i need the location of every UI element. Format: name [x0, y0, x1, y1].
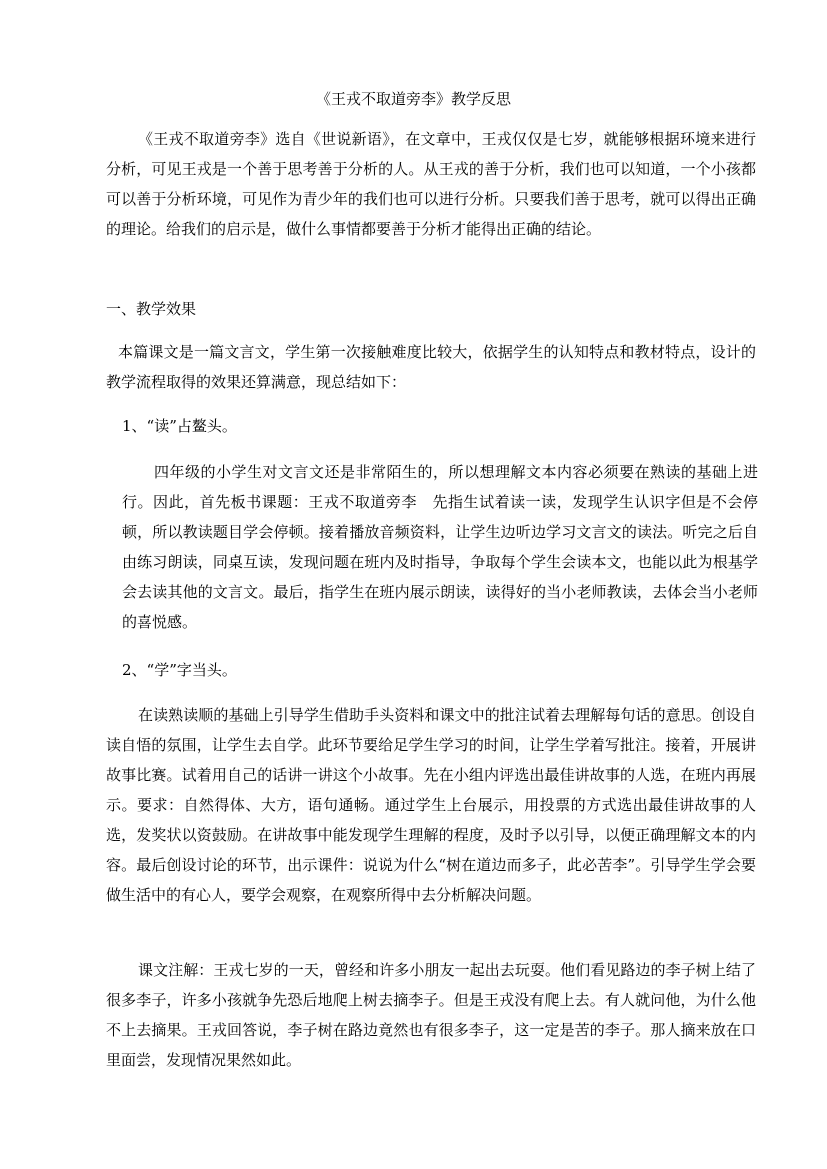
note-paragraph: 课文注解：王戎七岁的一天，曾经和许多小朋友一起出去玩耍。他们看见路边的李子树上结了很多李子，许多小孩就争先恐后地爬上树去摘李子。但是王戎没有爬上去。有人就问他，为什么他不上去摘果。王戎回答说，李子树在路边竟然也有很多李子，这一定是苦的李子。那人摘来放在口里面尝，发现情况果然如此。	[106, 961, 756, 1069]
section1-paragraph	[106, 337, 756, 397]
document-title: 《王戎不取道旁李》教学反思	[315, 90, 511, 108]
section1-text: 本篇课文是一篇文言文，学生第一次接触难度比较大，依据学生的认知特点和教材特点，设计的教学流程取得的效果还算满意，现总结如下：	[106, 343, 756, 391]
point-heading-read: 1、“读”占鳌头。	[122, 417, 237, 435]
point2-paragraph: 在读熟读顺的基础上引导学生借助手头资料和课文中的批注试着去理解每句话的意思。创设自读自悟的氛围，让学生去自学。此环节要给足学生学习的时间，让学生学着写批注。接着，开展讲故事比赛。试着用自己的话讲一讲这个小故事。先在小组内评选出最佳讲故事的人选，在班内再展示。要求：自然得体、大方，语句通畅。通过学生上台展示，用投票的方式选出最佳讲故事的人选，发奖状以资鼓励。在讲故事中能发现学生理解的程度，及时予以引导，以便正确理解文本的内容。最后创设讨论的环节，出示课件：说说为什么“树在道边而多子，此必苦李”。引导学生学会要做生活中的有心人，要学会观察，在观察所得中去分析解决问题。	[106, 706, 756, 904]
point1-paragraph: 四年级的小学生对文言文还是非常陌生的，所以想理解文本内容必须要在熟读的基础上进行。因此，首先板书课题：王戎不取道旁李 先指生试着读一读，发现学生认识字但是不会停顿，所以教读题目学会停顿。接着播放音频资料，让学生边听边学习文言文的读法。听完之后自由练习朗读，同桌互读，发现问题在班内及时指导，争取每个学生会读本文，也能以此为根基学会去读其他的文言文。最后，指学生在班内展示朗读，读得好的当小老师教读，去体会当小老师的喜悦感。	[122, 463, 758, 631]
point-heading-learn: 2、“学”字当头。	[122, 661, 237, 679]
intro-paragraph: 《王戎不取道旁李》选自《世说新语》，在文章中，王戎仅仅是七岁，就能够根据环境来进行分析，可见王戎是一个善于思考善于分析的人。从王戎的善于分析，我们也可以知道，一个小孩都可以善于分析环境，可见作为青少年的我们也可以进行分析。只要我们善于思考，就可以得出正确的理论。给我们的启示是，做什么事情都要善于分析才能得出正确的结论。	[106, 130, 756, 238]
section-heading-teaching-effect: 一、教学效果	[106, 300, 197, 318]
